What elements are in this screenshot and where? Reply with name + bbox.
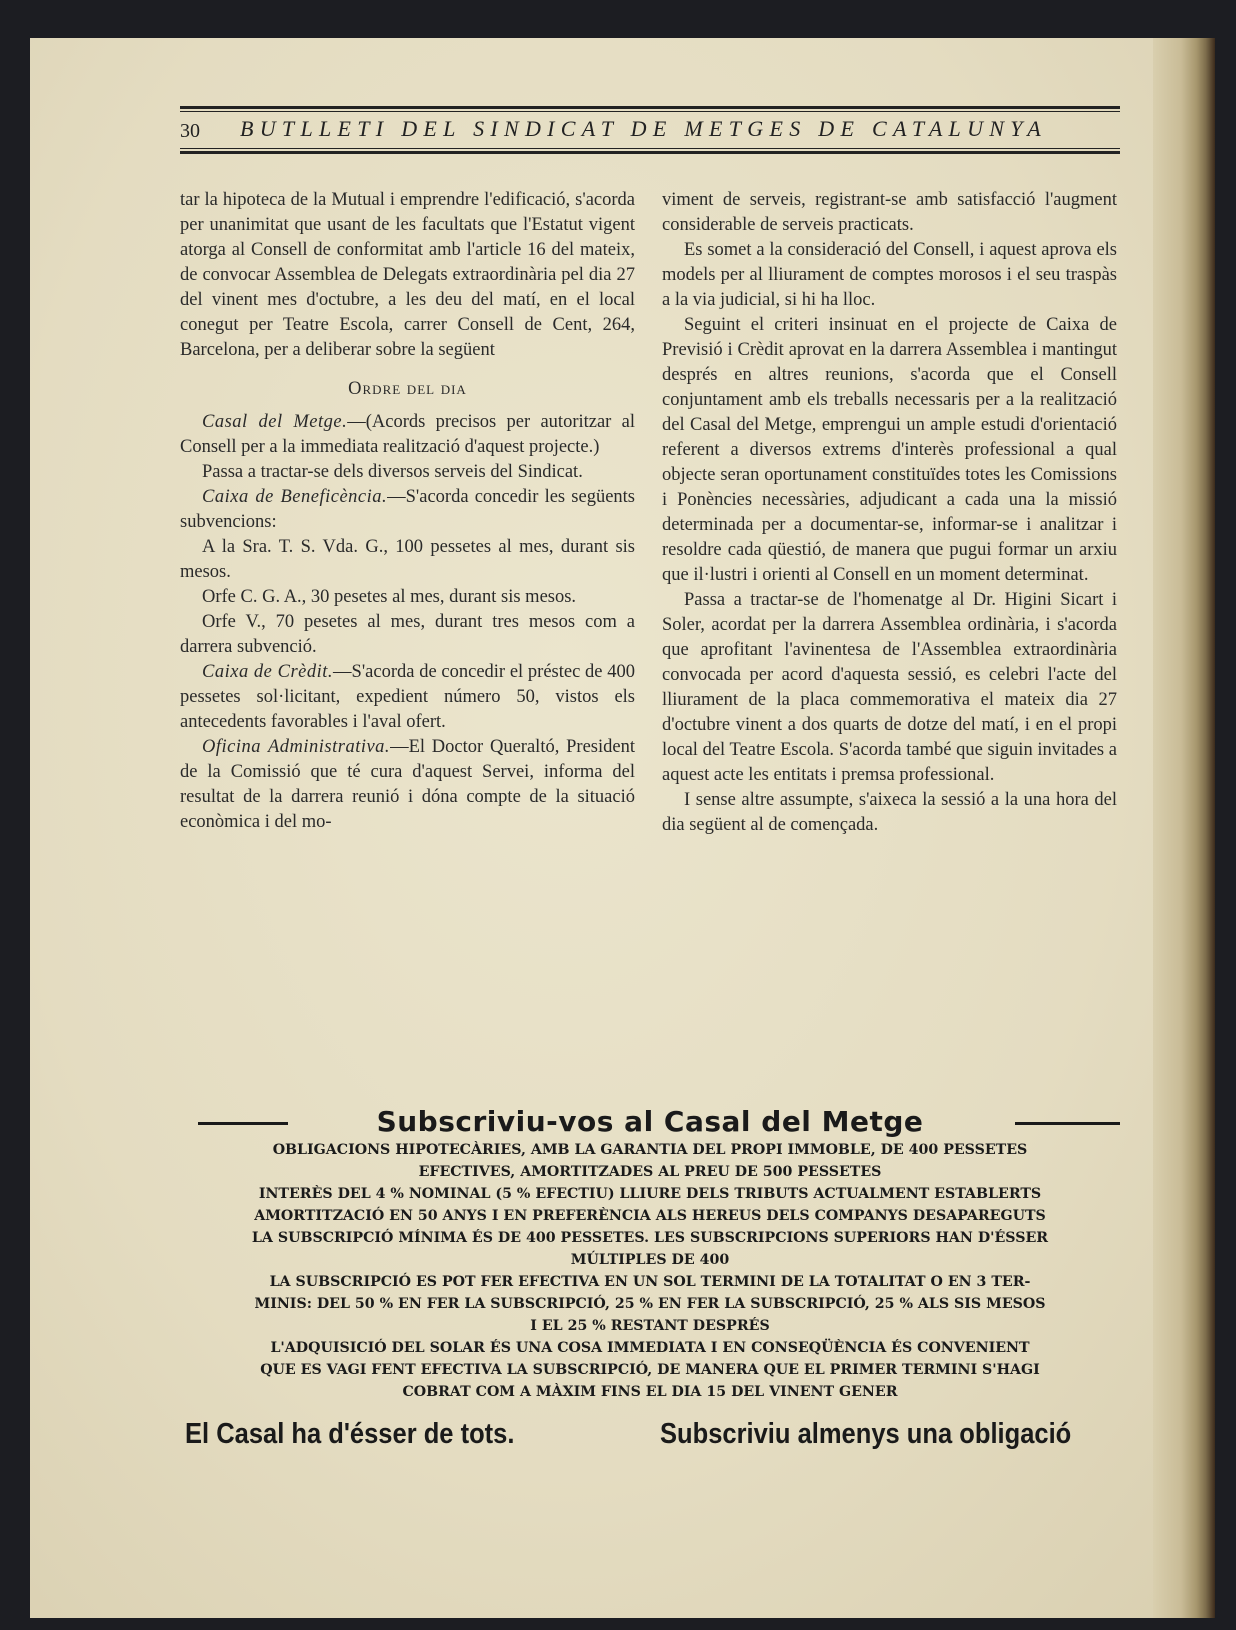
advert-line: EFECTIVES, AMORTITZADES AL PREU DE 500 PESSETES [418,1164,882,1180]
advert-line: MÚLTIPLES DE 400 [570,1252,730,1268]
paragraph [180,410,635,460]
item-title: Casal del Metge. [202,412,348,432]
slogans [185,1418,1120,1458]
section-heading: Ordre del dia [348,379,467,399]
advert-terms [180,1139,1120,1403]
paragraph: Orfe V., 70 pesetes al mes, durant tres mesos com a darrera subvenció. [180,612,635,657]
advert-line: OBLIGACIONS HIPOTECÀRIES, AMB LA GARANTIA DEL PROPI IMMOBLE, DE 400 PESSETES [272,1142,1028,1158]
running-title: BUTLLETI DEL SINDICAT DE METGES DE CATALUNYA [240,116,1047,141]
item-title: Caixa de Crèdit. [202,662,334,682]
item-text: —S'acorda concedir les següents subvencions: [180,487,635,532]
advert-line: LA SUBSCRIPCIÓ ES POT FER EFECTIVA EN UN SOL TERMINI DE LA TOTALITAT O EN 3 TER- [269,1274,1031,1290]
subscription-advert [180,1105,1120,1403]
item-text: —S'acorda de concedir el préstec de 400 pessetes sol·licitant, expedient número 50, vistos els antecedents favorables i l'aval ofert. [180,662,635,732]
item-title: Oficina Administrativa. [202,737,391,757]
advert-title: Subscriviu-vos al Casal del Metge [376,1105,924,1138]
advert-line: AMORTITZACIÓ EN 50 ANYS I EN PREFERÈNCIA ALS HEREUS DELS COMPANYS DESAPAREGUTS [254,1208,1046,1224]
paragraph: tar la hipoteca de la Mutual i emprendre l'edificació, s'acorda per unanimitat que usant de les facultats que l'Estatut vigent atorga al Consell de conformitat amb l'article 16 del mateix, de convocar Assemblea de Delegats extraordinària pel dia 27 del vinent mes d'octubre, a les deu del matí, en el local conegut per Teatre Escola, carrer Consell de Cent, 264, Barcelona, per a deliberar sobre la següent [180,190,635,360]
title-dash-left [198,1122,288,1125]
advert-line: COBRAT COM A MÀXIM FINS EL DIA 15 DEL VINENT GENER [402,1384,898,1400]
slogan-right: Subscriviu almenys una obligació [660,1418,1072,1450]
page-header [180,70,1120,160]
advert-title-row [180,1105,1120,1139]
item-title: Caixa de Beneficència. [202,487,388,507]
paragraph: Es somet a la consideració del Consell, i aquest aprova els models per al lliurament de comptes morosos i el seu traspàs a la via judicial, si hi ha lloc. [662,240,1117,310]
paragraph: Passa a tractar-se de l'homenatge al Dr. Higini Sicart i Soler, acordat per la darrera Assemblea ordinària, i s'acorda que aprofitant l'avinentesa de l'Assemblea extraordinària convocada per acord d'aquesta sessió, es celebri l'acte del lliurament de la placa commemorativa el mateix dia 27 d'octubre vinent a dos quarts de dotze del matí, i en el propi local del Teatre Escola. S'acorda també que siguin invitades a aquest acte les entitats i premsa professional. [662,590,1117,785]
advert-line: L'ADQUISICIÓ DEL SOLAR ÉS UNA COSA IMMEDIATA I EN CONSEQÜÈNCIA ÉS CONVENIENT [270,1340,1030,1356]
paragraph: Seguint el criteri insinuat en el projecte de Caixa de Previsió i Crèdit aprovat en la darrera Assemblea i mantingut després en altres reunions, s'acorda que el Consell conjuntament amb els treballs necessaris per a la realització del Casal del Metge, emprengui un ample estudi d'orientació referent a diversos extrems d'interès professional a qual objecte seran oportunament constituïdes totes les Comissions i Ponències necessàries, adjudicant a cada una la missió determinada per a documentar-se, informar-se i analitzar i resoldre cada qüestió, de manera que pugui formar un arxiu que il·lustri i orienti al Consell en un moment determinat. [662,315,1117,585]
page-number: 30 [180,120,200,142]
paragraph [180,660,635,735]
advert-line: INTERÈS DEL 4 % NOMINAL (5 % EFECTIU) LLIURE DELS TRIBUTS ACTUALMENT ESTABLERTS [258,1186,1042,1202]
item-text: —El Doctor Queraltó, President de la Comissió que té cura d'aquest Servei, informa del resultat de la darrera reunió i dóna compte de la situació econòmica i del mo- [180,737,635,832]
title-dash-right [1015,1122,1120,1125]
header-rule-top-thin [180,111,1120,112]
advert-line: QUE ES VAGI FENT EFECTIVA LA SUBSCRIPCIÓ, DE MANERA QUE EL PRIMER TERMINI S'HAGI [260,1362,1040,1378]
paragraph: Passa a tractar-se dels diversos serveis del Sindicat. [202,462,583,482]
paragraph: viment de serveis, registrant-se amb satisfacció l'augment considerable de serveis practicats. [662,190,1117,235]
book-gutter [1153,38,1215,1618]
paragraph [180,735,635,835]
slogan-left: El Casal ha d'ésser de tots. [185,1418,515,1450]
paragraph: Orfe C. G. A., 30 pesetes al mes, durant sis mesos. [202,587,577,607]
paragraph [180,485,635,535]
advert-line: LA SUBSCRIPCIÓ MÍNIMA ÉS DE 400 PESSETES. LES SUBSCRIPCIONS SUPERIORS HAN D'ÉSSER [251,1230,1049,1246]
left-column [180,188,635,835]
advert-line: MINIS: DEL 50 % EN FER LA SUBSCRIPCIÓ, 25 % EN FER LA SUBSCRIPCIÓ, 25 % ALS SIS MESOS [254,1296,1046,1312]
header-rule-top [180,106,1120,109]
header-rule-bottom-thin [180,148,1120,149]
paragraph: A la Sra. T. S. Vda. G., 100 pessetes al mes, durant sis mesos. [180,537,635,582]
advert-line: I EL 25 % RESTANT DESPRÉS [530,1318,770,1334]
paragraph: I sense altre assumpte, s'aixeca la sessió a la una hora del dia següent al de començada. [662,790,1117,835]
right-column [662,188,1117,838]
item-text: —(Acords precisos per autoritzar al Consell per a la immediata realització d'aquest projecte.) [180,412,635,457]
header-rule-bottom [180,151,1120,154]
